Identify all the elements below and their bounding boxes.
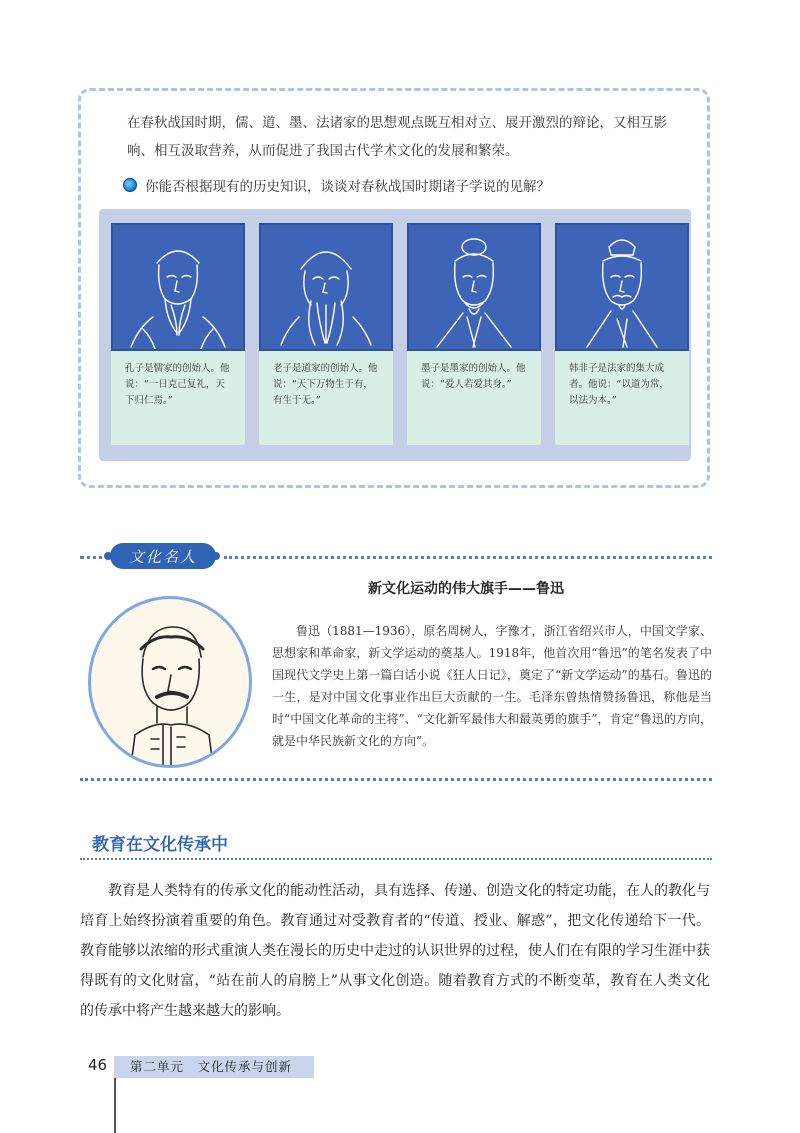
philosopher-gallery bbox=[99, 209, 691, 461]
section-heading: 教育在文化传承中 bbox=[92, 835, 228, 855]
discussion-question bbox=[123, 175, 550, 195]
famous-person-badge: 文化名人 bbox=[110, 543, 216, 569]
section-divider-bottom bbox=[80, 778, 712, 781]
confucius-caption: 孔子是儒家的创始人。他说：“一日克己复礼，天下归仁焉。” bbox=[111, 351, 245, 445]
heading-underline bbox=[80, 858, 712, 860]
question-text: 你能否根据现有的历史知识，谈谈对春秋战国时期诸子学说的见解？ bbox=[145, 179, 550, 195]
badge-left-cap bbox=[104, 552, 112, 560]
hanfeizi-caption: 韩非子是法家的集大成者。他说：“以道为常，以法为本。” bbox=[555, 351, 689, 445]
laozi-caption: 老子是道家的创始人。他说：“天下万物生于有，有生于无。” bbox=[259, 351, 393, 445]
luxun-portrait-icon bbox=[88, 596, 252, 768]
education-paragraph: 教育是人类特有的传承文化的能动性活动，具有选择、传递、创造文化的特定功能，在人的教化与培育上始终扮演着重要的角色。教育通过对受教育者的“传道、授业、解惑”，把文化传递给下一代。教育能够以浓缩的形式重演人类在漫长的历史中走过的认识世界的过程，使人们在有限的学习生涯中获得既有的文化财富，“站在前人的肩膀上”从事文化创造。随着教育方式的不断变革，教育在人类文化的传承中将产生越来越大的影响。 bbox=[80, 883, 710, 1019]
luxun-biography: 鲁迅（1881—1936），原名周树人，字豫才，浙江省绍兴市人，中国文学家、思想家和革命家，新文学运动的奠基人。1918年，他首次用“鲁迅”的笔名发表了中国现代文学史上第一篇白话小说《狂人日记》，奠定了“新文学运动”的基石。鲁迅的一生，是对中国文化事业作出巨大贡献的一生。毛泽东曾热情赞扬鲁迅，称他是当时“中国文化革命的主将”、“文化新军最伟大和最英勇的旗手”，肯定“鲁迅的方向，就是中华民族新文化的方向”。 bbox=[272, 624, 712, 748]
unit-title: 第二单元 文化传承与创新 bbox=[114, 1056, 314, 1078]
mozi-portrait-icon bbox=[407, 223, 541, 351]
hanfeizi-portrait-icon bbox=[555, 223, 689, 351]
philosopher-card-hanfeizi bbox=[555, 223, 689, 445]
confucius-portrait-icon bbox=[111, 223, 245, 351]
badge-right-cap bbox=[212, 552, 220, 560]
page-number: 46 bbox=[88, 1056, 108, 1074]
section-divider-top-right bbox=[224, 556, 712, 559]
philosopher-card-confucius bbox=[111, 223, 245, 445]
philosopher-card-laozi bbox=[259, 223, 393, 445]
question-icon bbox=[123, 178, 137, 192]
laozi-portrait-icon bbox=[259, 223, 393, 351]
mozi-caption: 墨子是墨家的创始人。他说：“爱人若爱其身。” bbox=[407, 351, 541, 445]
luxun-title: 新文化运动的伟大旗手——鲁迅 bbox=[368, 581, 564, 597]
philosopher-card-mozi bbox=[407, 223, 541, 445]
intro-paragraph: 在春秋战国时期，儒、道、墨、法诸家的思想观点既互相对立、展开激烈的辩论，又相互影响、相互汲取营养，从而促进了我国古代学术文化的发展和繁荣。 bbox=[127, 115, 667, 159]
intro-box bbox=[78, 88, 710, 488]
